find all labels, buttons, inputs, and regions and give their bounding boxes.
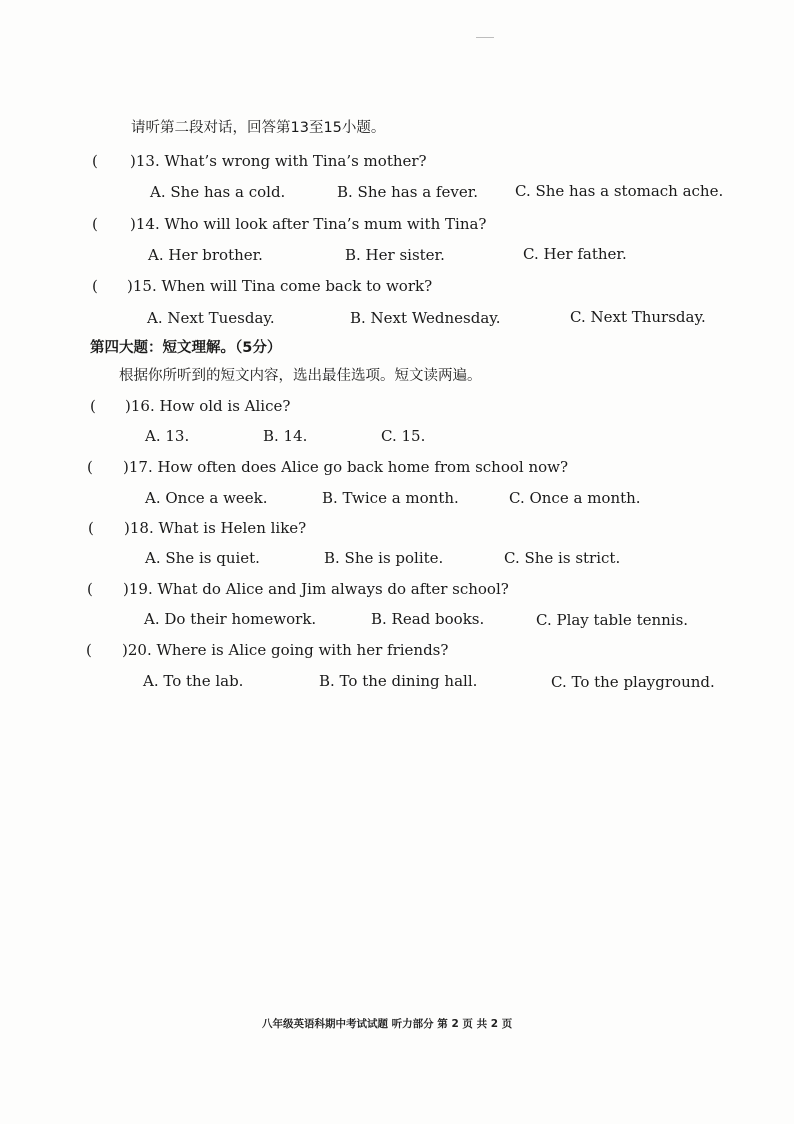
question-text: )16. How old is Alice? xyxy=(125,397,291,415)
option-16-b: B. 14. xyxy=(263,427,308,445)
section4-heading: 第四大题：短文理解。（5分） xyxy=(90,340,282,356)
option-15-c: C. Next Thursday. xyxy=(570,308,706,326)
option-17-b: B. Twice a month. xyxy=(322,489,459,507)
option-20-c: C. To the playground. xyxy=(551,673,715,691)
answer-blank: ( xyxy=(92,152,98,170)
option-19-b: B. Read books. xyxy=(371,610,485,628)
scan-mark xyxy=(476,37,494,38)
option-17-c: C. Once a month. xyxy=(509,489,641,507)
answer-blank: ( xyxy=(87,580,93,598)
option-18-c: C. She is strict. xyxy=(504,549,621,567)
option-18-a: A. She is quiet. xyxy=(145,549,260,567)
answer-blank: ( xyxy=(88,519,94,537)
option-18-b: B. She is polite. xyxy=(324,549,444,567)
answer-blank: ( xyxy=(92,215,98,233)
section3-instruction: 请听第二段对话，回答第13至15小题。 xyxy=(131,120,386,136)
option-13-c: C. She has a stomach ache. xyxy=(515,182,724,200)
page-footer: 八年级英语科期中考试试题 听力部分 第 2 页 共 2 页 xyxy=(262,1018,513,1030)
question-text: )18. What is Helen like? xyxy=(124,519,307,537)
option-13-a: A. She has a cold. xyxy=(150,183,286,201)
option-14-b: B. Her sister. xyxy=(345,246,445,264)
option-16-c: C. 15. xyxy=(381,427,426,445)
question-text: )13. What’s wrong with Tina’s mother? xyxy=(130,152,427,170)
option-14-a: A. Her brother. xyxy=(148,246,263,264)
question-text: )15. When will Tina come back to work? xyxy=(127,277,433,295)
answer-blank: ( xyxy=(86,641,92,659)
question-text: )14. Who will look after Tina’s mum with Tina? xyxy=(130,215,487,233)
answer-blank: ( xyxy=(90,397,96,415)
answer-blank: ( xyxy=(87,458,93,476)
option-20-b: B. To the dining hall. xyxy=(319,672,478,690)
answer-blank: ( xyxy=(92,277,98,295)
question-text: )20. Where is Alice going with her friends? xyxy=(122,641,449,659)
option-17-a: A. Once a week. xyxy=(145,489,268,507)
question-text: )19. What do Alice and Jim always do after school? xyxy=(123,580,509,598)
option-14-c: C. Her father. xyxy=(523,245,627,263)
section4-instruction: 根据你所听到的短文内容，选出最佳选项。短文读两遍。 xyxy=(119,368,482,384)
option-15-b: B. Next Wednesday. xyxy=(350,309,501,327)
option-13-b: B. She has a fever. xyxy=(337,183,478,201)
option-15-a: A. Next Tuesday. xyxy=(147,309,275,327)
option-19-c: C. Play table tennis. xyxy=(536,611,689,629)
option-19-a: A. Do their homework. xyxy=(144,610,317,628)
option-20-a: A. To the lab. xyxy=(143,672,244,690)
option-16-a: A. 13. xyxy=(145,427,190,445)
question-text: )17. How often does Alice go back home from school now? xyxy=(123,458,569,476)
